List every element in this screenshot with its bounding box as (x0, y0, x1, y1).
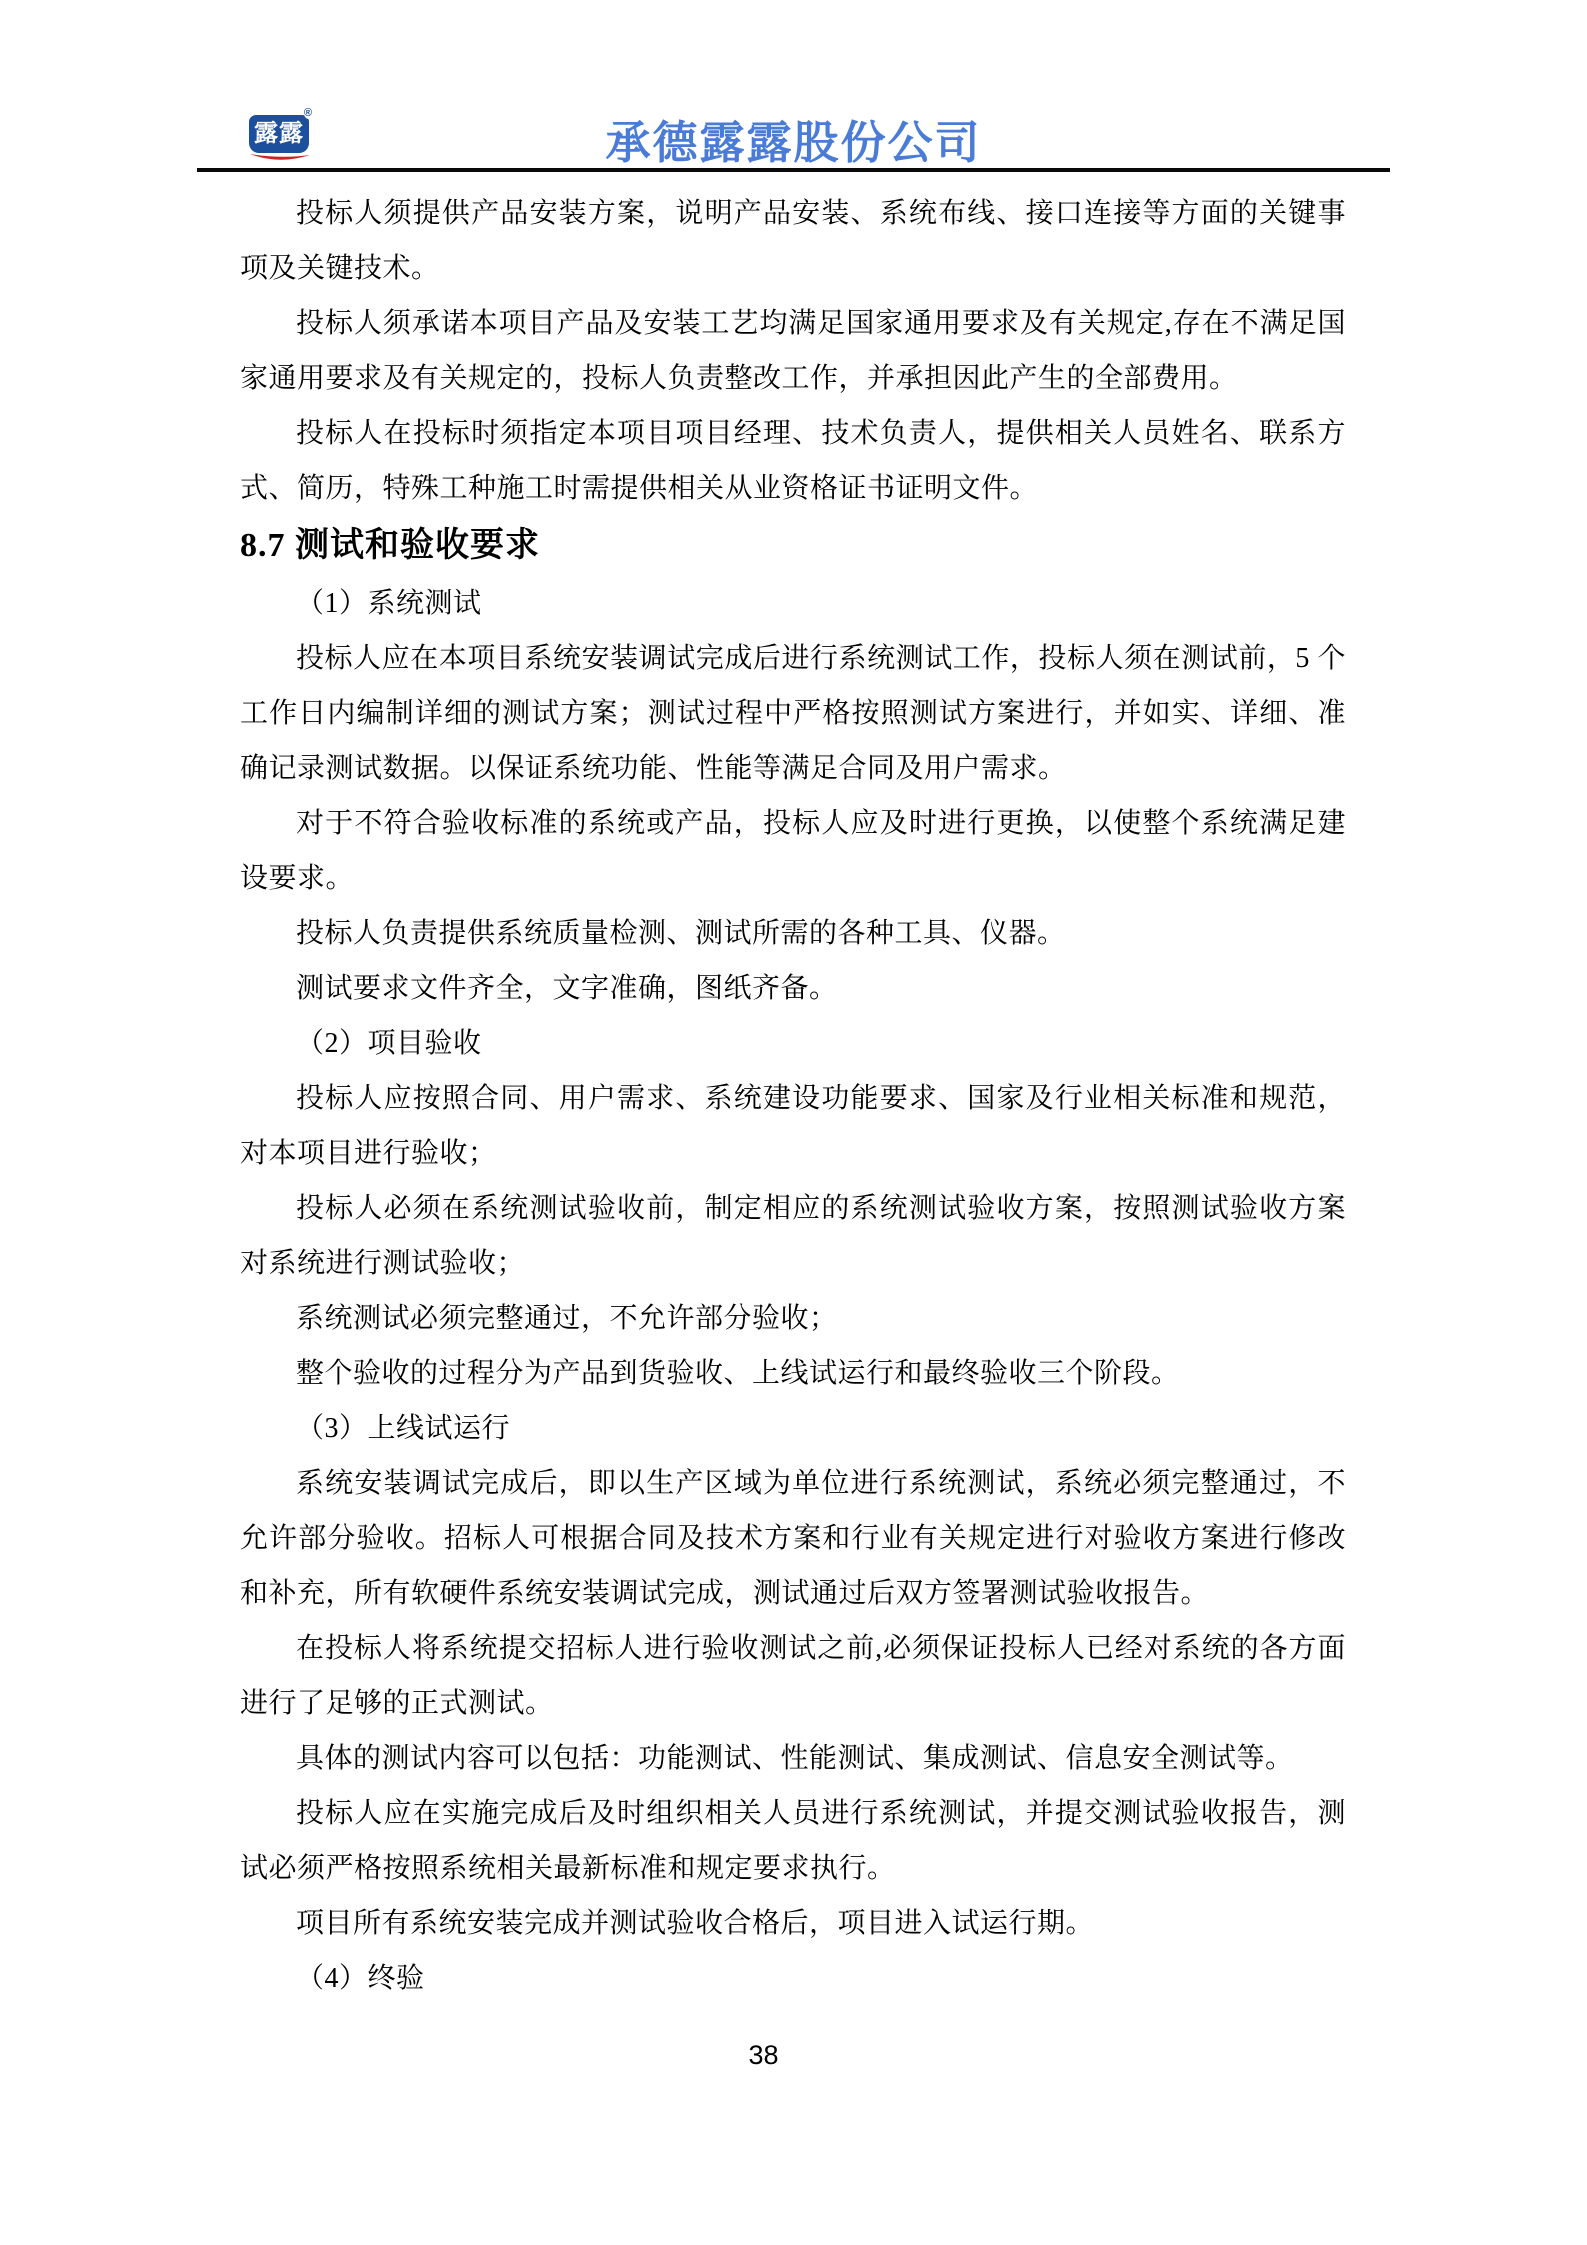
document-body (240, 171, 1346, 2006)
paragraph: 测试要求文件齐全，文字准确，图纸齐备。 (296, 973, 838, 1004)
paragraph: 整个验收的过程分为产品到货验收、上线试运行和最终验收三个阶段。 (296, 1358, 1180, 1389)
registered-trademark-icon: ® (303, 107, 313, 119)
company-name-title: 承德露露股份公司 (605, 117, 982, 168)
paragraph: 系统测试必须完整通过，不允许部分验收； (296, 1303, 838, 1334)
paragraph: 在投标人将系统提交招标人进行验收测试之前,必须保证投标人已经对系统的各方面进行了足够的正式测试。 (240, 1633, 1346, 1719)
paragraph: （1）系统测试 (296, 588, 482, 619)
paragraph: （2）项目验收 (296, 1028, 482, 1059)
paragraph: 对于不符合验收标准的系统或产品，投标人应及时进行更换，以使整个系统满足建设要求。 (240, 808, 1346, 894)
paragraph: （4）终验 (296, 1963, 425, 1994)
paragraph: 投标人必须在系统测试验收前，制定相应的系统测试验收方案，按照测试验收方案对系统进行测试验收； (240, 1193, 1346, 1279)
paragraph: 具体的测试内容可以包括：功能测试、性能测试、集成测试、信息安全测试等。 (296, 1743, 1294, 1774)
paragraph: 系统安装调试完成后，即以生产区域为单位进行系统测试，系统必须完整通过，不允许部分验收。招标人可根据合同及技术方案和行业有关规定进行对验收方案进行修改和补充，所有软硬件系统安装调试完成，测试通过后双方签署测试验收报告。 (240, 1468, 1346, 1609)
paragraph: 投标人须承诺本项目产品及安装工艺均满足国家通用要求及有关规定,存在不满足国家通用要求及有关规定的，投标人负责整改工作，并承担因此产生的全部费用。 (240, 308, 1346, 394)
paragraph: 项目所有系统安装完成并测试验收合格后，项目进入试运行期。 (296, 1908, 1095, 1939)
section-heading: 8.7 测试和验收要求 (240, 527, 540, 564)
paragraph: 投标人须提供产品安装方案，说明产品安装、系统布线、接口连接等方面的关键事项及关键技术。 (240, 198, 1346, 284)
paragraph: 投标人负责提供系统质量检测、测试所需的各种工具、仪器。 (296, 918, 1066, 949)
paragraph: （3）上线试运行 (296, 1413, 511, 1444)
page-number: 38 (748, 2040, 779, 2070)
paragraph: 投标人应在实施完成后及时组织相关人员进行系统测试，并提交测试验收报告，测试必须严格按照系统相关最新标准和规定要求执行。 (240, 1798, 1346, 1884)
paragraph: 投标人在投标时须指定本项目项目经理、技术负责人，提供相关人员姓名、联系方式、简历，特殊工种施工时需提供相关从业资格证书证明文件。 (240, 418, 1346, 504)
paragraph: 投标人应在本项目系统安装调试完成后进行系统测试工作，投标人须在测试前，5 个工作日内编制详细的测试方案；测试过程中严格按照测试方案进行，并如实、详细、准确记录测试数据。以保证系统功能、性能等满足合同及用户需求。 (240, 643, 1346, 784)
paragraph: 投标人应按照合同、用户需求、系统建设功能要求、国家及行业相关标准和规范，对本项目进行验收； (240, 1083, 1346, 1169)
logo-brand-characters: 露露 (254, 120, 304, 147)
page-header (0, 0, 1587, 171)
